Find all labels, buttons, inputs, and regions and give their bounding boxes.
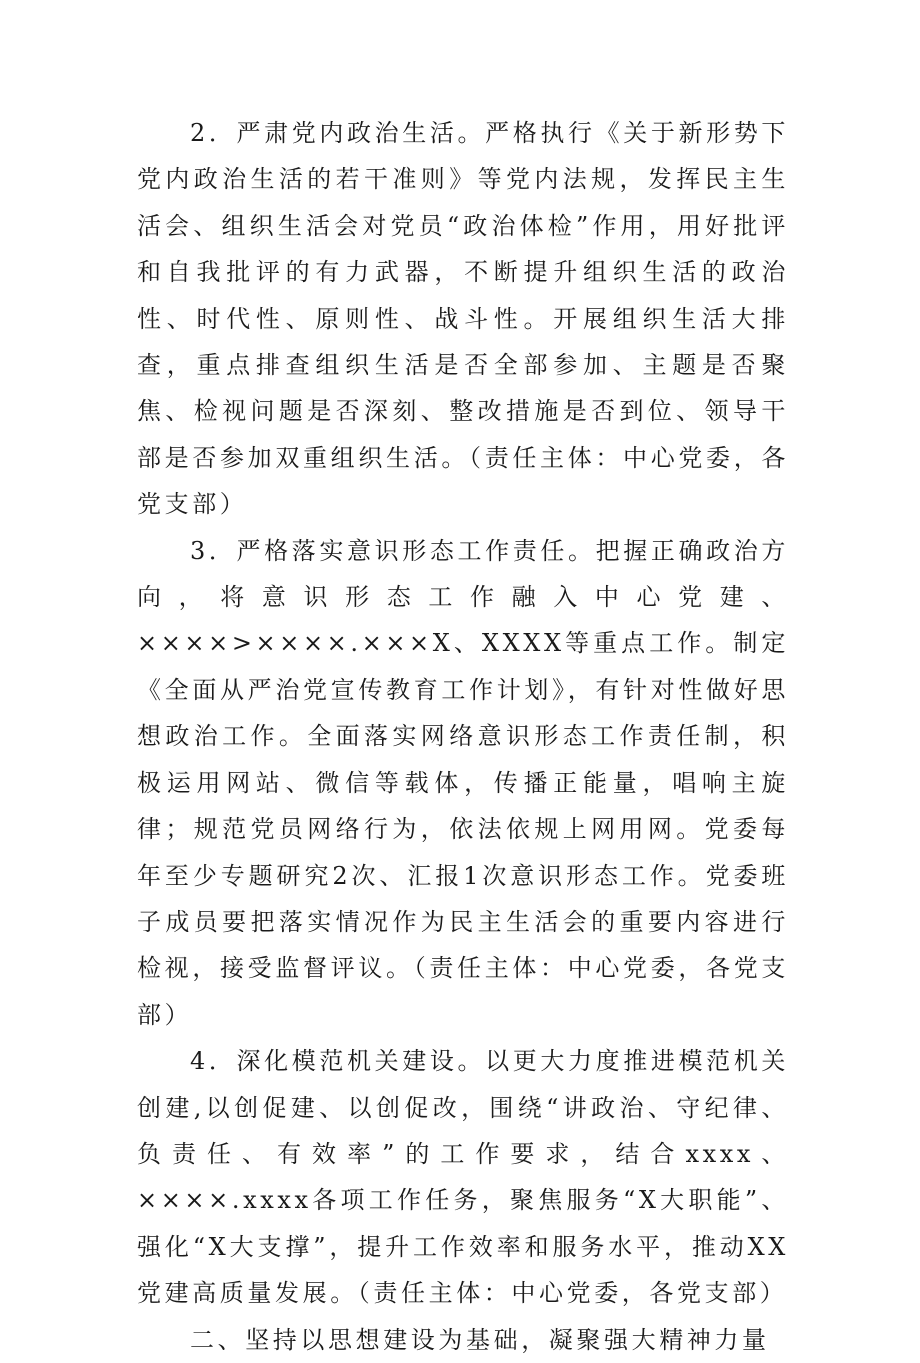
paragraph-2-political-life: 2．严肃党内政治生活。严格执行《关于新形势下党内政治生活的若干准则》等党内法规，发挥民主生活会、组织生活会对党员“政治体检”作用，用好批评和自我批评的有力武器，不断提升组织生活的政治性、时代性、原则性、战斗性。开展组织生活大排查，重点排查组织生活是否全部参加、主题是否聚焦、检视问题是否深刻、整改措施是否到位、领导干部是否参加双重组织生活。（责任主体：中心党委，各党支部） [137,119,789,519]
document-body [137,110,789,1363]
paragraph-3-ideology-responsibility: 3．严格落实意识形态工作责任。把握正确政治方向，将意识形态工作融入中心党建、××××>××××.×××X、XXXX等重点工作。制定《全面从严治党宣传教育工作计划》，有针对性做好思想政治工作。全面落实网络意识形态工作责任制，积极运用网站、微信等载体，传播正能量，唱响主旋律；规范党员网络行为，依法依规上网用网。党委每年至少专题研究2次、汇报1次意识形态工作。党委班子成员要把落实情况作为民主生活会的重要内容进行检视，接受监督评议。（责任主体：中心党委，各党支部） [137,536,789,1029]
paragraph-4-model-organ: 4．深化模范机关建设。以更大力度推进模范机关创建,以创促建、以创促改，围绕“讲政治、守纪律、负责任、有效率”的工作要求，结合xxxx、××××.xxxx各项工作任务，聚焦服务“X大职能”、强化“X大支撑”，提升工作效率和服务水平，推动XX党建高质量发展。（责任主体：中心党委，各党支部） [137,1047,789,1308]
section-heading: 二、坚持以思想建设为基础，凝聚强大精神力量 [190,1325,770,1354]
